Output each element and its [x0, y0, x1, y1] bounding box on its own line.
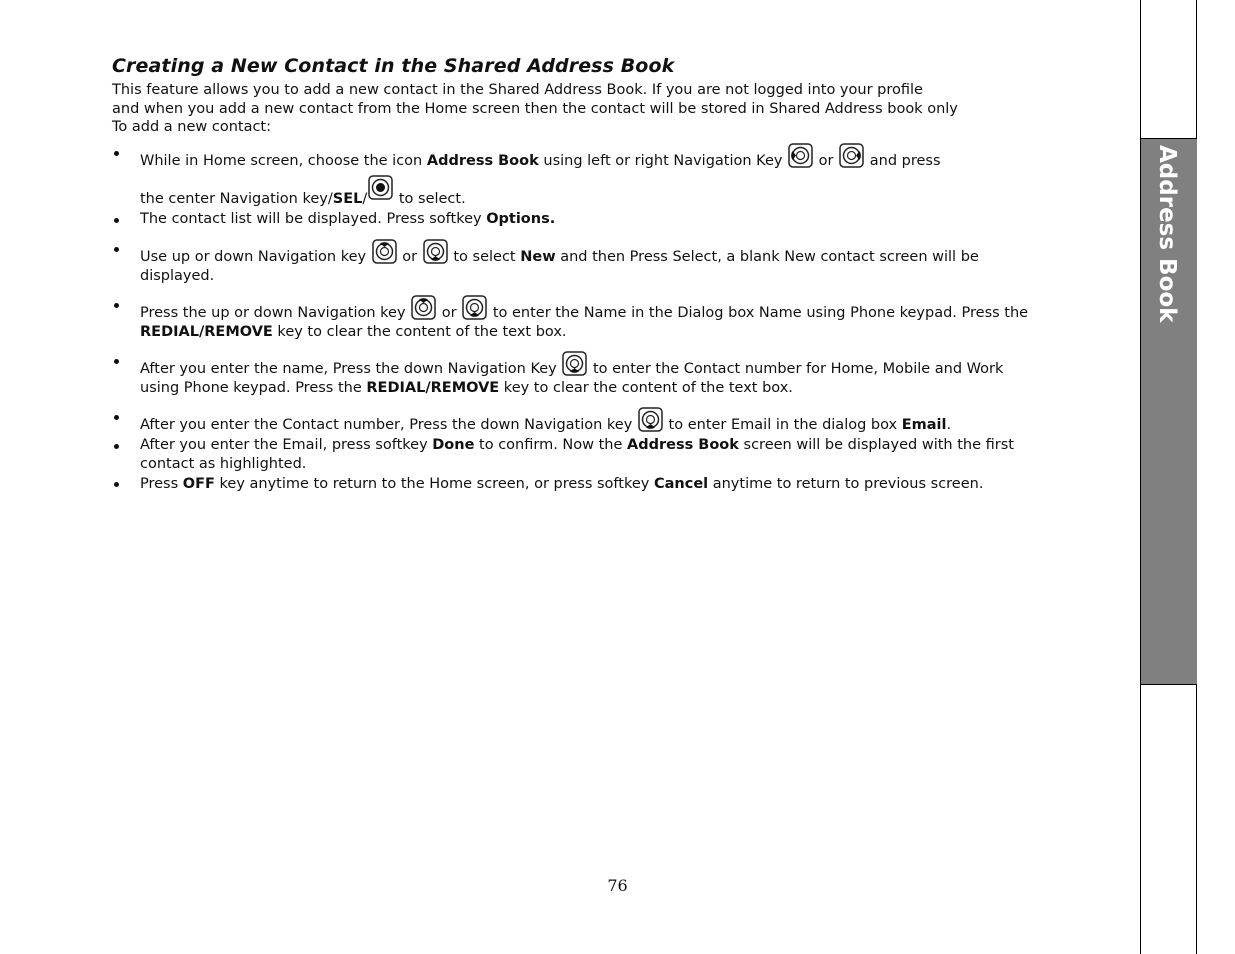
list-item: After you enter the Contact number, Press the down Navigation key to enter Email in the dialog box Email.: [112, 407, 1037, 435]
section-title: Creating a New Contact in the Shared Address Book: [112, 55, 675, 77]
list-item: Use up or down Navigation key or to select New and then Press Select, a blank New contact screen will be displayed.: [112, 239, 1037, 286]
list-item: After you enter the name, Press the down Navigation Key to enter the Contact number for Home, Mobile and Work using Phone keypad. Press the REDIAL/REMOVE key to clear the content of the text box.: [112, 351, 1037, 398]
nav-key-left-icon: [788, 143, 813, 168]
steps-list: [112, 143, 1037, 495]
nav-key-right-icon: [839, 143, 864, 168]
nav-key-up-icon: [372, 239, 397, 264]
intro-line: This feature allows you to add a new contact in the Shared Address Book. If you are not logged into your profile: [112, 82, 923, 98]
page-content: [112, 55, 1037, 495]
intro-line: To add a new contact:: [112, 119, 271, 135]
nav-key-down-icon: [462, 295, 487, 320]
intro-line: and when you add a new contact from the Home screen then the contact will be stored in Shared Address book only: [112, 100, 958, 117]
nav-key-center-icon: [368, 175, 393, 200]
list-item: After you enter the Email, press softkey Done to confirm. Now the Address Book screen will be displayed with the first contact as highlighted.: [112, 436, 1037, 474]
intro-paragraph: [112, 81, 1037, 137]
list-item: Press the up or down Navigation key or to enter the Name in the Dialog box Name using Phone keypad. Press the REDIAL/REMOVE key to clear the content of the text box.: [112, 295, 1037, 342]
list-item: Press OFF key anytime to return to the Home screen, or press softkey Cancel anytime to return to previous screen.: [112, 474, 1037, 495]
page-number: 76: [607, 876, 628, 895]
chapter-side-tab: [1141, 138, 1197, 685]
nav-key-down-icon: [423, 239, 448, 264]
list-item: While in Home screen, choose the icon Address Book using left or right Navigation Key or and press the center Navigation key/SEL/ to select.: [112, 143, 1037, 212]
list-item: The contact list will be displayed. Press softkey Options.: [112, 210, 1037, 229]
nav-key-up-icon: [411, 295, 436, 320]
chapter-tab-label: Address Book: [1154, 145, 1180, 323]
nav-key-down-icon: [562, 351, 587, 376]
nav-key-down-icon: [638, 407, 663, 432]
